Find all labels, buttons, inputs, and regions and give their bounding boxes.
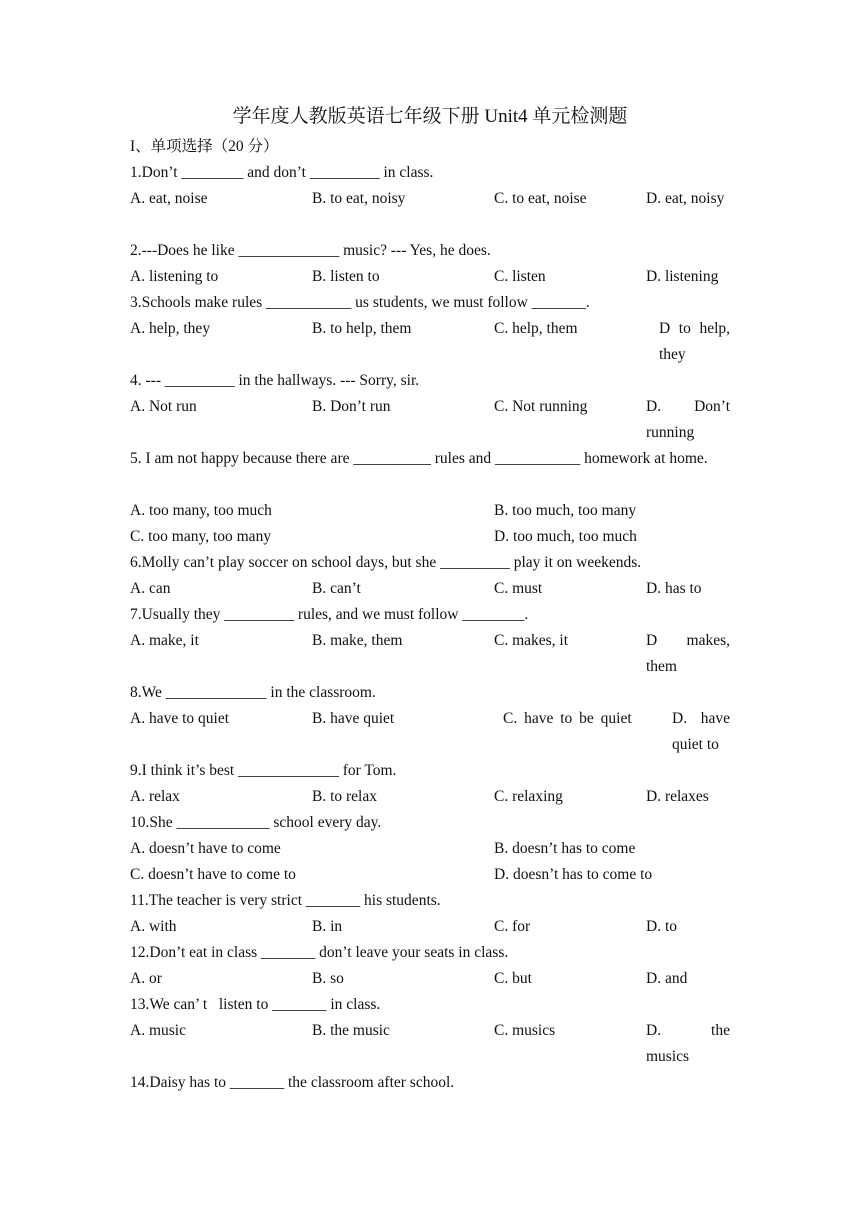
option-3d: D to help, they — [659, 320, 730, 363]
option-10b: B. doesn’t has to come — [494, 840, 636, 857]
section-heading: I、单项选择（20 分） — [130, 138, 279, 155]
question-2: 2.---Does he like _____________ music? --- Yes, he does. — [130, 242, 491, 259]
option-11b: B. in — [312, 918, 343, 935]
option-2b: B. listen to — [312, 268, 380, 285]
option-12c: C. but — [494, 970, 532, 987]
question-14: 14.Daisy has to _______ the classroom after school. — [130, 1074, 455, 1091]
option-2d: D. listening — [646, 268, 719, 285]
question-4: 4. --- _________ in the hallways. --- Sorry, sir. — [130, 372, 420, 389]
option-3c: C. help, them — [494, 320, 578, 337]
option-8d: D. have quiet to — [672, 710, 730, 753]
option-6b: B. can’t — [312, 580, 361, 597]
question-3: 3.Schools make rules ___________ us students, we must follow _______. — [130, 294, 590, 311]
option-12d: D. and — [646, 970, 688, 987]
option-10c: C. doesn’t have to come to — [130, 866, 296, 883]
option-8a: A. have to quiet — [130, 710, 230, 727]
option-12b: B. so — [312, 970, 344, 987]
option-13a: A. music — [130, 1022, 186, 1039]
option-13b: B. the music — [312, 1022, 390, 1039]
option-4d: D. Don’t running — [646, 398, 730, 441]
option-13d: D. the musics — [646, 1022, 730, 1065]
option-1b: B. to eat, noisy — [312, 190, 406, 207]
option-12a: A. or — [130, 970, 162, 987]
option-7a: A. make, it — [130, 632, 199, 649]
option-11a: A. with — [130, 918, 177, 935]
option-5b: B. too much, too many — [494, 502, 637, 519]
question-12: 12.Don’t eat in class _______ don’t leave your seats in class. — [130, 944, 509, 961]
option-7d: D makes, them — [646, 632, 730, 675]
option-6a: A. can — [130, 580, 171, 597]
option-5d: D. too much, too much — [494, 528, 637, 545]
option-13c: C. musics — [494, 1022, 556, 1039]
option-5a: A. too many, too much — [130, 502, 272, 519]
option-4c: C. Not running — [494, 398, 588, 415]
option-9d: D. relaxes — [646, 788, 709, 805]
option-7c: C. makes, it — [494, 632, 569, 649]
option-8c: C. have to be quiet — [503, 710, 632, 727]
option-6d: D. has to — [646, 580, 702, 597]
question-7: 7.Usually they _________ rules, and we must follow ________. — [130, 606, 529, 623]
option-7b: B. make, them — [312, 632, 403, 649]
option-3b: B. to help, them — [312, 320, 412, 337]
option-5c: C. too many, too many — [130, 528, 272, 545]
option-11c: C. for — [494, 918, 531, 935]
question-1: 1.Don’t ________ and don’t _________ in class. — [130, 164, 434, 181]
option-3a: A. help, they — [130, 320, 211, 337]
question-11: 11.The teacher is very strict _______ his students. — [130, 892, 441, 909]
option-9b: B. to relax — [312, 788, 377, 805]
option-10a: A. doesn’t have to come — [130, 840, 281, 857]
option-2a: A. listening to — [130, 268, 219, 285]
option-9a: A. relax — [130, 788, 180, 805]
question-13: 13.We can’ t listen to _______ in class. — [130, 996, 381, 1013]
option-6c: C. must — [494, 580, 543, 597]
option-11d: D. to — [646, 918, 677, 935]
option-2c: C. listen — [494, 268, 546, 285]
option-4b: B. Don’t run — [312, 398, 391, 415]
question-10: 10.She ____________ school every day. — [130, 814, 382, 831]
option-1d: D. eat, noisy — [646, 190, 725, 207]
question-6: 6.Molly can’t play soccer on school days, but she _________ play it on weekends. — [130, 554, 642, 571]
option-9c: C. relaxing — [494, 788, 563, 805]
option-1a: A. eat, noise — [130, 190, 208, 207]
question-9: 9.I think it’s best _____________ for Tom. — [130, 762, 397, 779]
option-10d: D. doesn’t has to come to — [494, 866, 653, 883]
option-8b: B. have quiet — [312, 710, 395, 727]
option-1c: C. to eat, noise — [494, 190, 587, 207]
question-8: 8.We _____________ in the classroom. — [130, 684, 376, 701]
option-4a: A. Not run — [130, 398, 197, 415]
question-5: 5. I am not happy because there are __________ rules and ___________ homework at home. — [130, 450, 708, 467]
page-title: 学年度人教版英语七年级下册 Unit4 单元检测题 — [232, 106, 628, 127]
